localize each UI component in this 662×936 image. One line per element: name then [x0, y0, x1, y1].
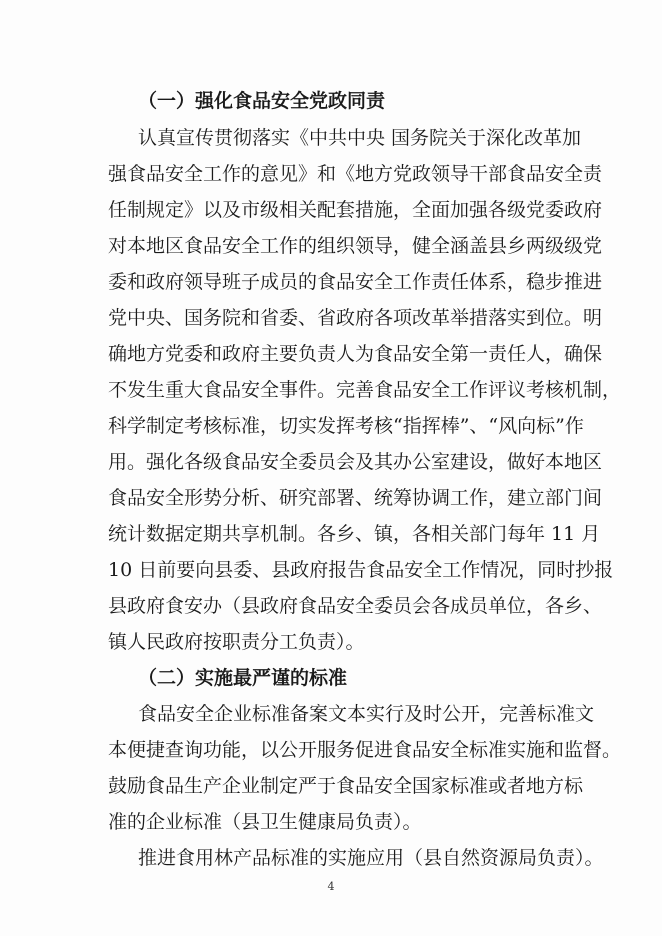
paragraph-line: 推进食用林产品标准的实施应用（县自然资源局负责）。	[138, 847, 604, 869]
paragraph-line: 准的企业标准（县卫生健康局负责）。	[108, 811, 422, 833]
paragraph-line: 统计数据定期共享机制。各乡、镇，各相关部门每年 11 月	[108, 523, 601, 545]
paragraph-line: 不发生重大食品安全事件。完善食品安全工作评议考核机制，	[108, 379, 622, 401]
paragraph-line: 委和政府领导班子成员的食品安全工作责任体系，稳步推进	[108, 271, 603, 293]
paragraph-line: 本便捷查询功能，以公开服务促进食品安全标准实施和监督。	[108, 739, 622, 761]
paragraph-line: 食品安全形势分析、研究部署、统筹协调工作，建立部门间	[108, 487, 603, 509]
section-heading-1: （一）强化食品安全党政同责	[138, 90, 386, 112]
paragraph-line: 任制规定》以及市级相关配套措施，全面加强各级党委政府	[108, 199, 603, 221]
paragraph-line: 确地方党委和政府主要负责人为食品安全第一责任人，确保	[108, 343, 603, 365]
paragraph-line: 认真宣传贯彻落实《中共中央 国务院关于深化改革加	[138, 127, 582, 149]
paragraph-line: 县政府食安办（县政府食品安全委员会各成员单位，各乡、	[108, 595, 603, 617]
paragraph-line: 党中央、国务院和省委、省政府各项改革举措落实到位。明	[108, 307, 603, 329]
paragraph-line: 对本地区食品安全工作的组织领导，健全涵盖县乡两级级党	[108, 235, 603, 257]
paragraph-line: 科学制定考核标准，切实发挥考核“指挥棒”、“风向标”作	[108, 415, 584, 437]
page-number: 4	[327, 880, 335, 893]
paragraph-line: 强食品安全工作的意见》和《地方党政领导干部食品安全责	[108, 163, 603, 185]
paragraph-line: 鼓励食品生产企业制定严于食品安全国家标准或者地方标	[108, 775, 584, 797]
paragraph-line: 10 日前要向县委、县政府报告食品安全工作情况，同时抄报	[108, 559, 614, 581]
paragraph-line: 食品安全企业标准备案文本实行及时公开，完善标准文	[138, 703, 595, 725]
section-heading-2: （二）实施最严谨的标准	[138, 667, 348, 689]
paragraph-line: 镇人民政府按职责分工负责）。	[108, 631, 365, 653]
paragraph-line: 用。强化各级食品安全委员会及其办公室建设，做好本地区	[108, 451, 603, 473]
